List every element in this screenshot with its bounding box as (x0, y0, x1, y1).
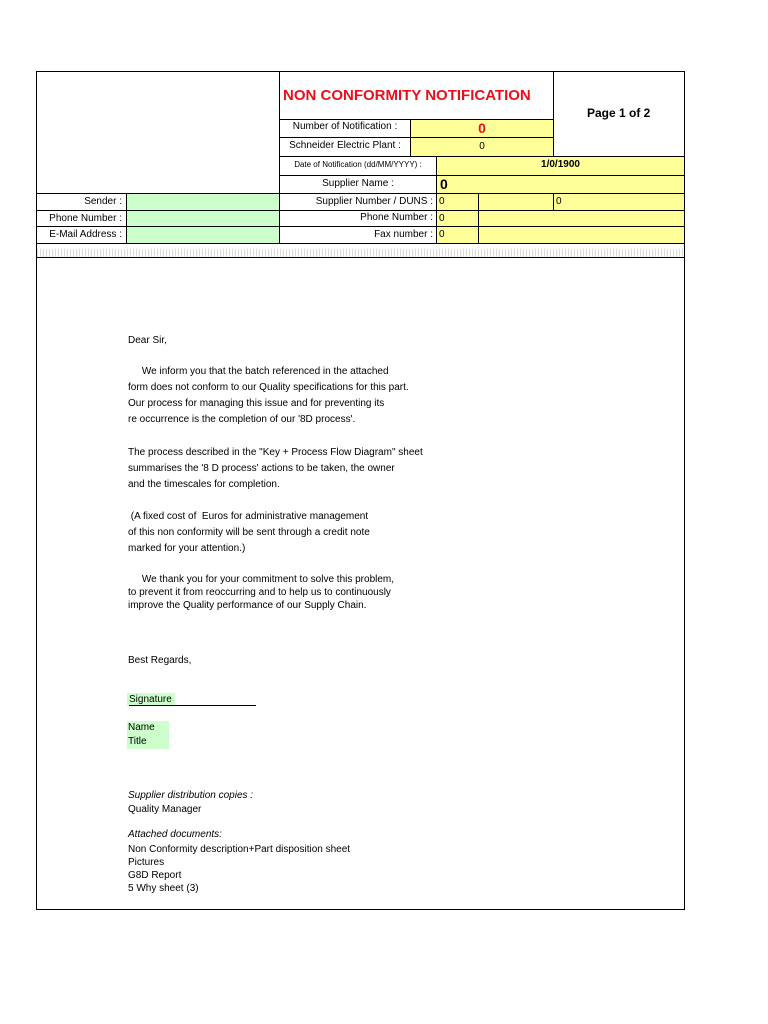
notification-number-field[interactable]: 0 (411, 120, 553, 137)
sender-phone-label: Phone Number : (49, 213, 122, 224)
duns-field-2[interactable]: 0 (554, 194, 684, 210)
sender-phone-field[interactable] (127, 211, 279, 226)
supplier-phone-extra[interactable] (479, 211, 684, 226)
plant-field[interactable]: 0 (411, 138, 553, 156)
attached-list: Non Conformity description+Part disposition sheet Pictures G8D Report 5 Why sheet (3) (128, 844, 351, 894)
grid-line (553, 71, 554, 157)
sender-label: Sender : (84, 196, 122, 207)
form-title: NON CONFORMITY NOTIFICATION (283, 87, 531, 104)
sender-email-label: E-Mail Address : (49, 229, 122, 240)
page-number: Page 1 of 2 (587, 106, 651, 120)
sender-email-field[interactable] (127, 227, 279, 243)
letter-paragraph-4: We thank you for your commitment to solve this problem, to prevent it from reoccurring and to help us to continuously improve the Quality performance of our Supply Chain. (128, 574, 395, 611)
supplier-name-label: Supplier Name : (322, 178, 394, 189)
date-label: Date of Notification (dd/MM/YYYY) : (294, 160, 422, 169)
grid-line (36, 243, 685, 244)
date-field[interactable]: 1/0/1900 (437, 157, 684, 175)
fax-extra[interactable] (479, 227, 684, 243)
letter-paragraph-2: The process described in the "Key + Process Flow Diagram" sheet summarises the '8 D process' actions to be taken, the owner and the timescales for completion. (128, 447, 423, 490)
duns-field-1[interactable]: 0 (437, 194, 478, 210)
sender-field[interactable] (127, 194, 279, 210)
notification-number-label: Number of Notification : (292, 121, 398, 132)
distribution-value: Quality Manager (128, 804, 202, 815)
signature-label: Signature (129, 694, 172, 705)
fax-label: Fax number : (374, 229, 433, 240)
supplier-name-field[interactable]: 0 (437, 176, 684, 193)
letter-paragraph-3: (A fixed cost of Euros for administrative management of this non conformity will be sent through a credit note marked for your attention.) (128, 511, 370, 554)
name-label: Name (128, 722, 155, 733)
fax-field[interactable]: 0 (437, 227, 478, 243)
title-label: Title (128, 736, 147, 747)
name-title-block[interactable] (127, 721, 169, 749)
plant-label: Schneider Electric Plant : (289, 140, 401, 151)
distribution-label: Supplier distribution copies : (128, 790, 254, 801)
letter-greeting: Dear Sir, (128, 335, 167, 346)
attached-label: Attached documents: (128, 829, 222, 840)
supplier-phone-label: Phone Number : (360, 212, 433, 223)
separator-band (37, 249, 684, 258)
duns-label: Supplier Number / DUNS : (315, 196, 433, 207)
duns-field-blank[interactable] (479, 194, 553, 210)
letter-closing: Best Regards, (128, 655, 192, 666)
supplier-phone-field[interactable]: 0 (437, 211, 478, 226)
signature-line (129, 705, 256, 706)
letter-paragraph-1: We inform you that the batch referenced in the attached form does not conform to our Quality specifications for this part. Our process for managing this issue and for preventing its re occurrence is the completion of our '8D process'. (128, 366, 409, 425)
